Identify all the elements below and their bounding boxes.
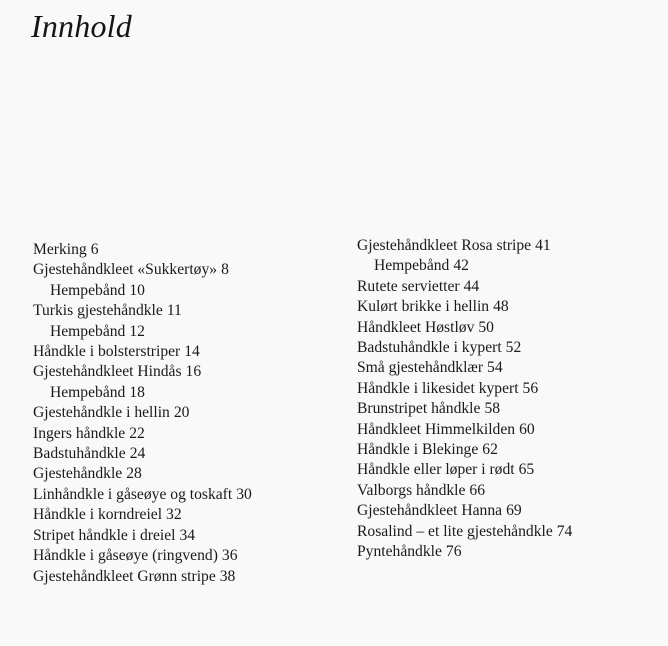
entry-page: 20 bbox=[173, 404, 190, 422]
entry-page: 42 bbox=[453, 257, 469, 275]
entry-label: Gjestehåndkleet Rosa stripe bbox=[357, 237, 532, 254]
toc-entry bbox=[33, 526, 252, 546]
entry-page: 60 bbox=[519, 420, 535, 438]
entry-label: Merking bbox=[33, 241, 87, 258]
entry-label: Valborgs håndkle bbox=[357, 481, 466, 499]
entry-label: Håndkleet Himmelkilden bbox=[357, 420, 516, 438]
entry-page: 48 bbox=[493, 298, 509, 316]
entry-page: 18 bbox=[129, 383, 145, 401]
entry-label: Gjestehåndkleet Grønn stripe bbox=[33, 567, 216, 585]
entry-label: Pyntehåndkle bbox=[357, 543, 442, 561]
entry-label: Badstuhåndkle i kypert bbox=[357, 339, 502, 357]
entry-page: 14 bbox=[184, 343, 200, 361]
entry-page: 8 bbox=[221, 261, 229, 279]
entry-page: 22 bbox=[129, 424, 145, 442]
entry-label: Hempebånd bbox=[374, 257, 450, 275]
entry-label: Rosalind – et lite gjestehåndkle bbox=[357, 522, 553, 540]
entry-page: 50 bbox=[478, 318, 494, 336]
toc-entry bbox=[357, 236, 572, 256]
entry-label: Stripet håndkle i dreiel bbox=[33, 526, 176, 544]
entry-label: Håndkle i korndreiel bbox=[33, 506, 163, 524]
entry-page: 69 bbox=[506, 502, 522, 520]
entry-page: 32 bbox=[166, 506, 182, 524]
entry-label: Håndkle i likesidet kypert bbox=[357, 379, 519, 397]
toc-subentry bbox=[33, 322, 252, 342]
entry-label: Håndkle i bolsterstriper bbox=[33, 343, 181, 361]
toc-entry bbox=[33, 240, 252, 260]
entry-page: 54 bbox=[487, 359, 503, 377]
entry-page: 10 bbox=[129, 281, 145, 299]
toc-entry bbox=[357, 501, 572, 521]
toc-entry bbox=[33, 444, 252, 464]
toc-entry bbox=[33, 505, 252, 525]
entry-page: 76 bbox=[445, 543, 462, 561]
toc-entry bbox=[357, 318, 572, 338]
toc-entry bbox=[357, 379, 572, 399]
entry-label: Håndkle i gåseøye (ringvend) bbox=[33, 547, 218, 565]
toc-entry bbox=[33, 424, 252, 444]
toc-entry bbox=[357, 297, 572, 317]
entry-page: 34 bbox=[179, 526, 196, 544]
toc-entry bbox=[33, 485, 252, 505]
entry-page: 24 bbox=[129, 445, 146, 463]
entry-label: Gjestehåndkleet «Sukkertøy» bbox=[33, 261, 218, 279]
toc-subentry bbox=[33, 281, 252, 301]
entry-label: Badstuhåndkle bbox=[33, 445, 126, 463]
entry-page: 41 bbox=[535, 237, 551, 254]
toc-entry bbox=[357, 420, 572, 440]
toc-subentry bbox=[357, 256, 572, 276]
toc-entry bbox=[357, 440, 572, 460]
toc-column-left bbox=[33, 240, 252, 587]
entry-label: Gjestehåndkleet Hanna bbox=[357, 502, 503, 520]
entry-page: 36 bbox=[221, 547, 238, 565]
entry-label: Håndkle i Blekinge bbox=[357, 441, 479, 459]
toc-entry bbox=[357, 399, 572, 419]
entry-page: 28 bbox=[126, 465, 142, 483]
entry-label: Brunstripet håndkle bbox=[357, 400, 481, 418]
entry-label: Gjestehåndkle bbox=[33, 465, 123, 483]
toc-entry bbox=[357, 338, 572, 358]
entry-label: Turkis gjestehåndkle bbox=[33, 302, 163, 320]
entry-page: 56 bbox=[522, 379, 539, 397]
entry-label: Håndkleet Høstløv bbox=[357, 318, 475, 336]
entry-page: 74 bbox=[556, 522, 573, 540]
entry-label: Ingers håndkle bbox=[33, 424, 126, 442]
toc-entry bbox=[357, 522, 572, 542]
entry-page: 30 bbox=[236, 485, 252, 503]
entry-label: Gjestehåndkle i hellin bbox=[33, 404, 170, 422]
entry-label: Hempebånd bbox=[50, 322, 126, 340]
toc-entry bbox=[33, 464, 252, 484]
toc-entry bbox=[357, 542, 572, 562]
toc-entry bbox=[33, 403, 252, 423]
entry-label: Rutete servietter bbox=[357, 277, 460, 295]
entry-page: 12 bbox=[129, 322, 145, 340]
entry-label: Hempebånd bbox=[50, 281, 126, 299]
entry-page: 38 bbox=[219, 567, 236, 585]
toc-entry bbox=[33, 260, 252, 280]
toc-entry bbox=[33, 342, 252, 362]
toc-entry bbox=[357, 358, 572, 378]
toc-entry bbox=[33, 301, 252, 321]
toc-entry bbox=[357, 481, 572, 501]
page-title: Innhold bbox=[31, 8, 132, 44]
entry-label: Linhåndkle i gåseøye og toskaft bbox=[33, 485, 233, 503]
entry-page: 16 bbox=[185, 363, 202, 381]
entry-page: 66 bbox=[469, 481, 486, 499]
toc-entry bbox=[33, 546, 252, 566]
entry-page: 62 bbox=[482, 441, 498, 459]
toc-subentry bbox=[33, 383, 252, 403]
entry-label: Hempebånd bbox=[50, 383, 126, 401]
entry-label: Små gjestehåndklær bbox=[357, 359, 484, 377]
toc-column-right bbox=[357, 236, 572, 563]
entry-page: 11 bbox=[166, 302, 182, 320]
entry-page: 6 bbox=[90, 241, 99, 258]
entry-page: 65 bbox=[518, 461, 535, 479]
entry-label: Kulørt brikke i hellin bbox=[357, 298, 490, 316]
entry-label: Håndkle eller løper i rødt bbox=[357, 461, 515, 479]
entry-page: 52 bbox=[505, 339, 522, 357]
toc-entry bbox=[33, 567, 252, 587]
toc-entry bbox=[357, 460, 572, 480]
toc-entry bbox=[33, 362, 252, 382]
entry-page: 58 bbox=[484, 400, 501, 418]
entry-label: Gjestehåndkleet Hindås bbox=[33, 363, 182, 381]
toc-entry bbox=[357, 277, 572, 297]
entry-page: 44 bbox=[463, 277, 480, 295]
